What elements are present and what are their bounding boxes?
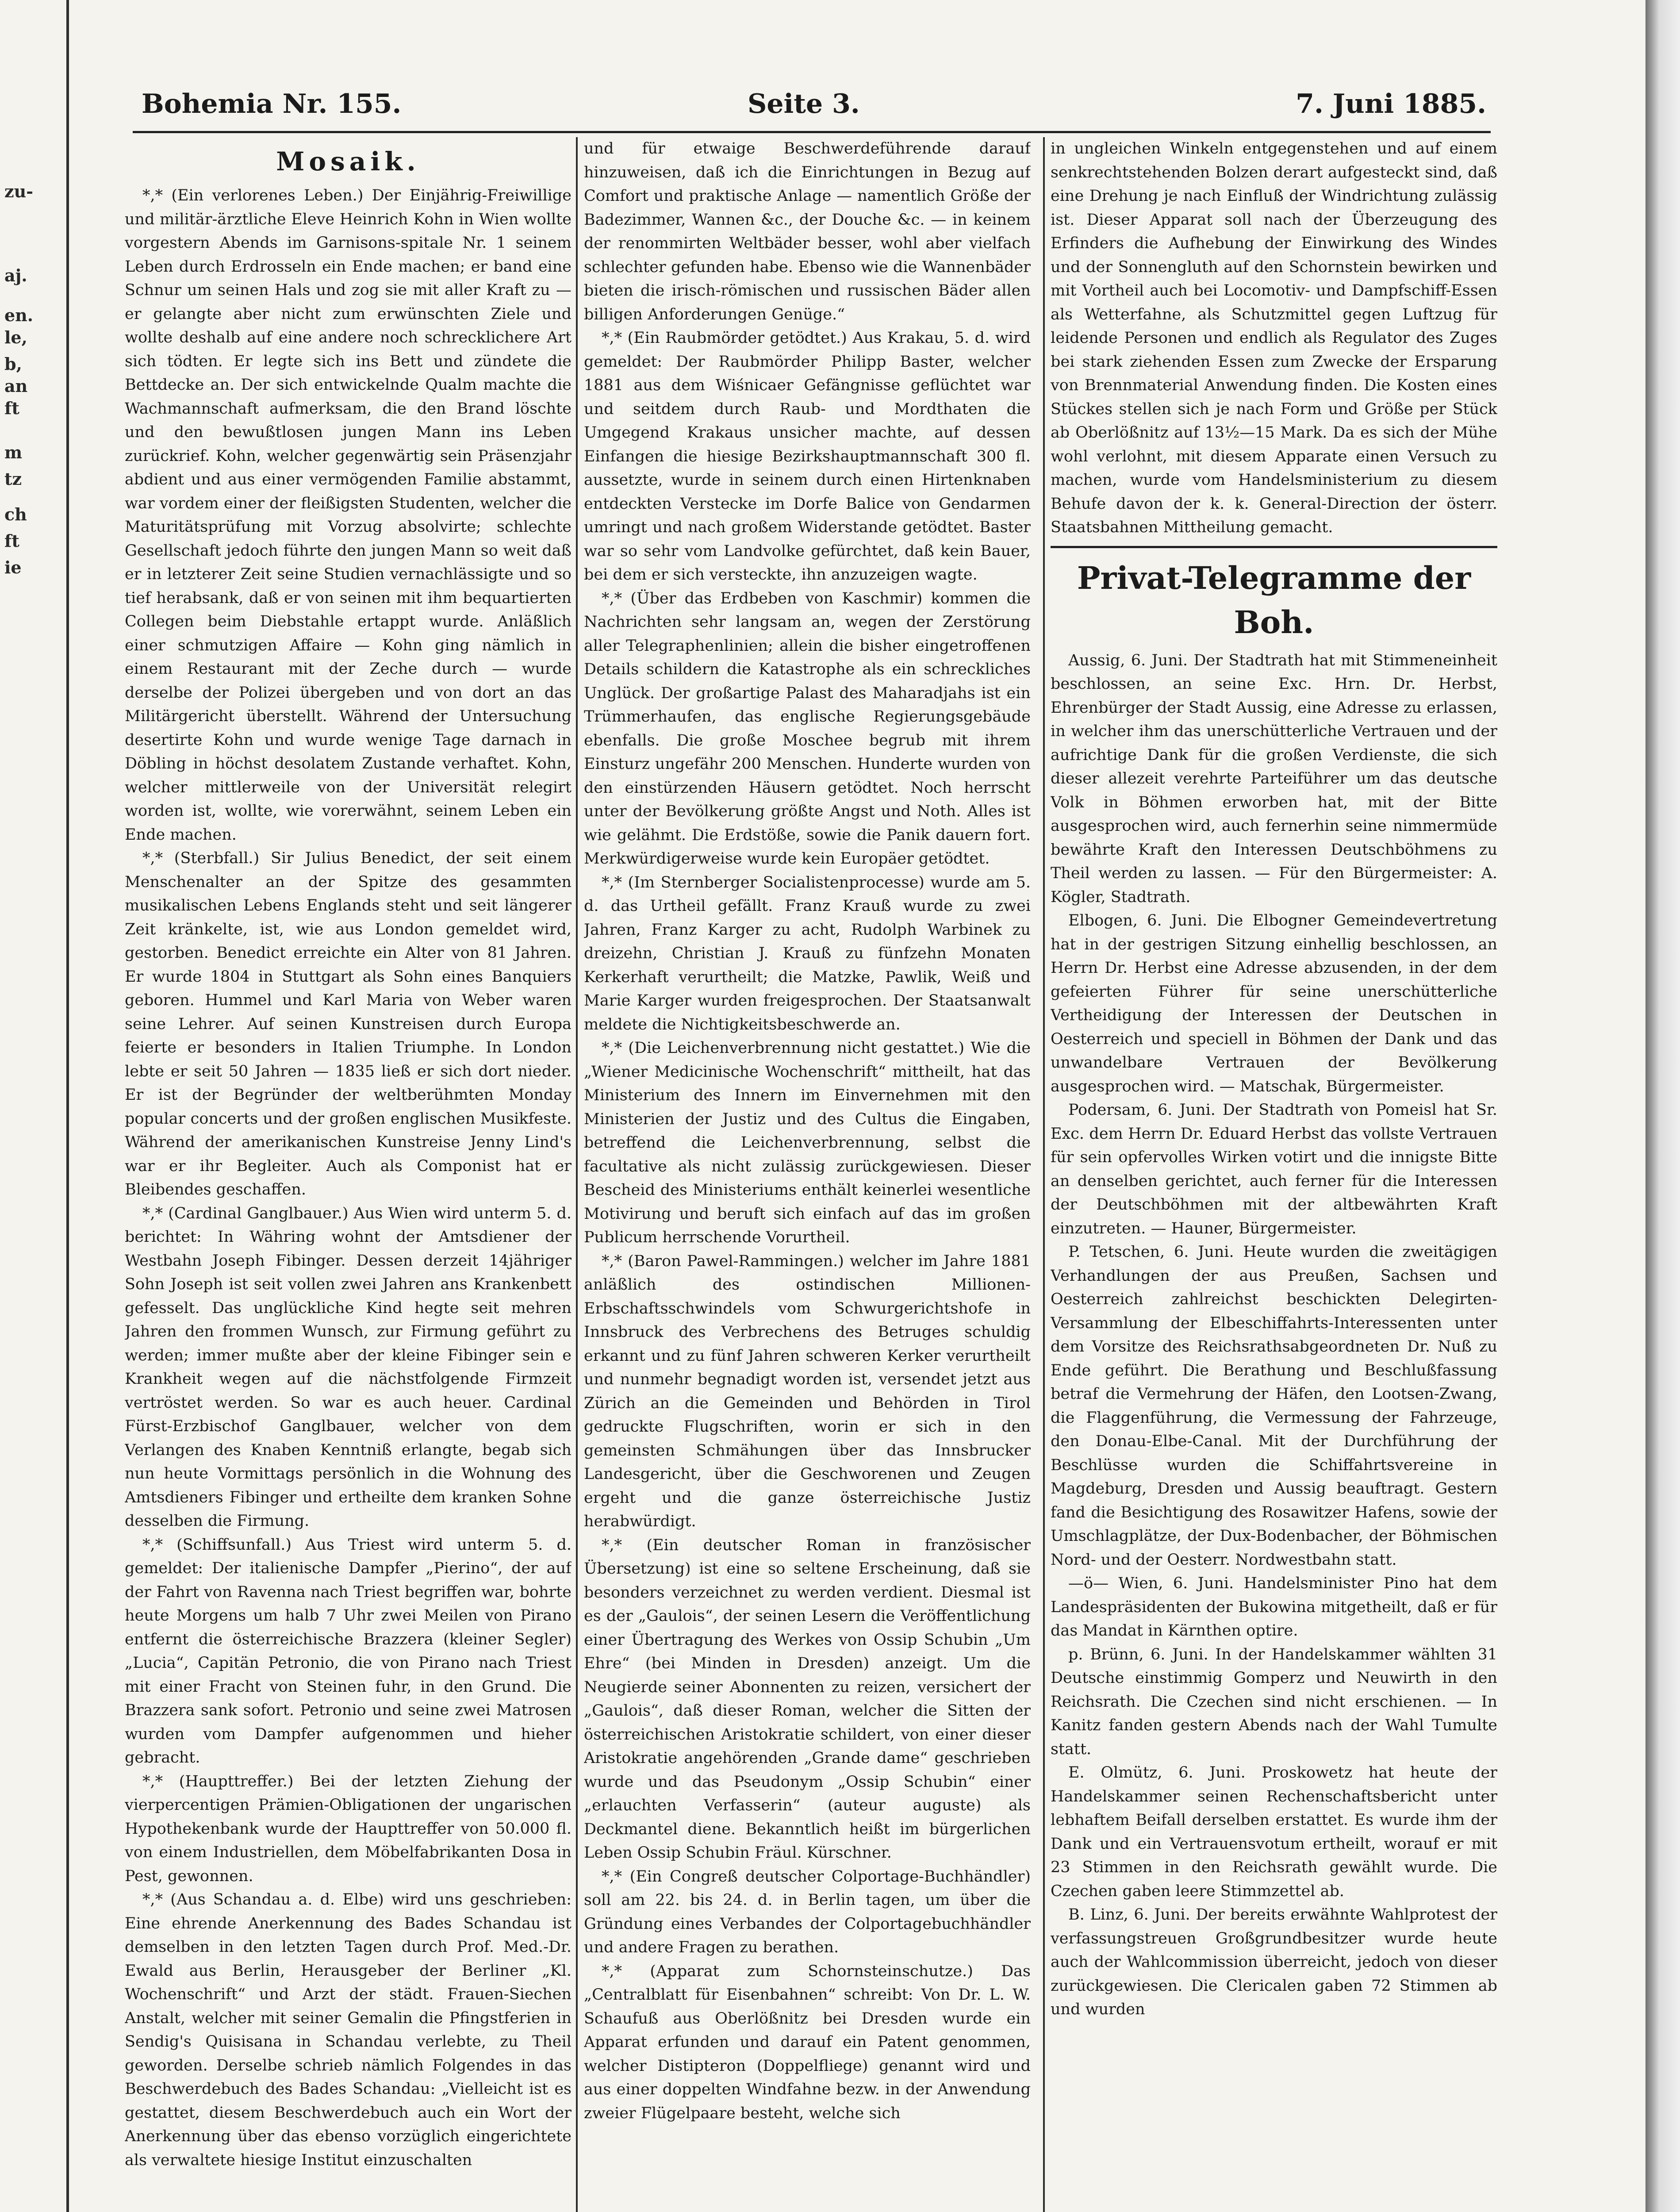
article: *,* (Die Leichenverbrennung nicht gestattet.) Wie die „Wiener Medicinische Wochenschrift“ mittheilt, hat das Ministerium des Innern im Einvernehmen mit den Ministerien der Justiz und des Cultus die Eingaben, betreffend die Leichenverbrennung, selbst die facultative als nicht zulässig zurückgewiesen. Dieser Bescheid des Ministeriums enthält keinerlei wesentliche Motivirung und beruft sich einfach auf das im großen Publicum herrschende Vorurtheil. (584, 1039, 1031, 1246)
telegram: Podersam, 6. Juni. Der Stadtrath von Pomeisl hat Sr. Exc. dem Herrn Dr. Eduard Herbst das vollste Vertrauen für sein opfervolles Wirken votirt und die innigste Bitte an denselben gerichtet, auch ferner für die Interessen der Deutschböhmen mit der altbewährten Kraft einzutreten. — Hauner, Bürgermeister. (1051, 1101, 1497, 1237)
margin-fragment: zu- (4, 181, 33, 201)
margin-fragment: ft (4, 398, 19, 418)
article: *,* (Schiffsunfall.) Aus Triest wird unterm 5. d. gemeldet: Der italienische Dampfer „Pierino“, der auf der Fahrt von Ravenna nach Triest begriffen war, bohrte heute Morgens um halb 7 Uhr zwei Meilen von Pirano entfernt die österreichische Brazzera (kleiner Segler) „Lucia“, Capitän Petronio, die von Pirano nach Triest mit einer Fracht von Steinen fuhr, in den Grund. Die Brazzera sank sofort. Petronio und seine zwei Matrosen wurden vom Dampfer aufgenommen und hieher gebracht. (125, 1536, 572, 1767)
margin-fragment: aj. (4, 265, 27, 285)
telegram: P. Tetschen, 6. Juni. Heute wurden die zweitägigen Verhandlungen der aus Preußen, Sachsen und Oesterreich zahlreichst beschickten Delegirten-Versammlung der Elbeschiffahrts-Interessenten unter dem Vorsitze des Reichsrathsabgeordneten Dr. Nuß zu Ende geführt. Die Berathung und Beschlußfassung betraf die Vermehrung der Häfen, den Lootsen-Zwang, die Flaggenführung, die Vermessung der Fahrzeuge, den Donau-Elbe-Canal. Mit der Durchführung der Beschlüsse wurden die Schiffahrtsvereine in Magdeburg, Dresden und Aussig beauftragt. Gestern fand die Besichtigung des Rosawitzer Hafens, sowie der Umschlagplätze, der Dux-Bodenbacher, der Böhmischen Nord- und der Oesterr. Nordwestbahn statt. (1051, 1243, 1497, 1569)
article-continuation: und für etwaige Beschwerdeführende darauf hinzuweisen, daß ich die Einrichtungen in Bezug auf Comfort und praktische Anlage — namentlich Größe der Badezimmer, Wannen &c., der Douche &c. — in keinem der renommirten Weltbäder besser, wohl aber vielfach schlechter gefunden habe. Ebenso wie die Wannenbäder bieten die irisch-römischen und russischen Bäder allen billigen Anforderungen Genüge.“ (584, 140, 1031, 323)
margin-fragment: m (4, 442, 23, 462)
telegram: p. Brünn, 6. Juni. In der Handelskammer wählten 31 Deutsche einstimmig Gomperz und Neuwirth in den Reichsrath. Die Czechen sind nicht erschienen. — In Kanitz fanden gestern Abends nach der Wahl Tumulte statt. (1051, 1645, 1497, 1758)
article: *,* (Cardinal Ganglbauer.) Aus Wien wird unterm 5. d. berichtet: In Währing wohnt der Amtsdiener der Westbahn Joseph Fibinger. Dessen derzeit 14jähriger Sohn Joseph ist seit vollen zwei Jahren ans Krankenbett gefesselt. Das unglückliche Kind hegte seit mehren Jahren den frommen Wunsch, zur Firmung geführt zu werden; immer mußte aber der kleine Fibinger sein e Krankheit wegen auf die nächstfolgende Firmzeit vertröstet werden. So war es auch heuer. Cardinal Fürst-Erzbischof Ganglbauer, welcher von dem Verlangen des Knaben Kenntniß erlangte, begab sich nun heute Vormittags persönlich in die Wohnung des Amtsdieners Fibinger und ertheilte dem kranken Sohne desselben die Firmung. (125, 1204, 572, 1530)
telegram: Aussig, 6. Juni. Der Stadtrath hat mit Stimmeneinheit beschlossen, an seine Exc. Hrn. Dr. Herbst, Ehrenbürger der Stadt Aussig, eine Adresse zu erlassen, in welcher ihm das unerschütterliche Vertrauen und der aufrichtige Dank für die großen Verdienste, die sich dieser allezeit verehrte Parteiführer um das deutsche Volk in Böhmen erworben hat, mit der Bitte ausgesprochen wird, auch fernerhin seine nimmermüde bewährte Kraft den Interessen Deutschböhmens zu Theil werden zu lassen. — Für den Bürgermeister: A. Kögler, Stadtrath. (1051, 651, 1497, 906)
issue-date: 7. Juni 1885. (1296, 88, 1486, 119)
margin-fragment: ie (4, 557, 22, 577)
article: *,* (Aus Schandau a. d. Elbe) wird uns geschrieben: Eine ehrende Anerkennung des Bades Schandau ist demselben in den letzten Tagen durch Prof. Med.-Dr. Ewald aus Berlin, Herausgeber der Berliner „Kl. Wochenschrift“ und Arzt der städt. Frauen-Siechen Anstalt, welcher mit seiner Gemalin die Pfingstferien in Sendig's Quisisana in Schandau verlebte, zu Theil geworden. Derselbe schrieb nämlich Folgendes in das Beschwerdebuch des Bades Schandau: „Vielleicht ist es gestattet, diesem Beschwerdebuch auch ein Wort der Anerkennung über das ebenso vorzüglich eingerichtete als verwaltete hiesige Institut einzuschalten (125, 1891, 572, 2169)
margin-fragment: b, (4, 354, 22, 374)
page-number: Seite 3. (748, 88, 860, 119)
section-title-telegrams: Privat-Telegramme der Boh. (1077, 559, 1471, 641)
telegram: Elbogen, 6. Juni. Die Elbogner Gemeindevertretung hat in der gestrigen Sitzung einhellig beschlossen, an Herrn Dr. Herbst eine Adresse abzusenden, in der dem gefeierten Führer für seine unerschütterliche Vertheidigung der Interessen der Deutschen in Oesterreich und speciell in Böhmen der Dank und das unwandelbare Vertrauen der Bevölkerung ausgesprochen wird. — Matschak, Bürgermeister. (1051, 912, 1497, 1095)
page-header (133, 80, 1486, 128)
column-rule (1043, 137, 1045, 2212)
telegram: B. Linz, 6. Juni. Der bereits erwähnte Wahlprotest der verfassungstreuen Großgrundbesitzer wurde heute auch der Wahlcommission überreicht, jedoch von dieser zurückgewiesen. Die Clericalen gaben 72 Stimmen ab und wurden (1051, 1906, 1497, 2018)
margin-fragment: ch (4, 504, 27, 524)
scan-edge (1645, 0, 1680, 2212)
margin-fragment: an (4, 376, 28, 396)
article: *,* (Ein Raubmörder getödtet.) Aus Krakau, 5. d. wird gemeldet: Der Raubmörder Philipp Baster, welcher 1881 aus dem Wiśnicaer Gefängnisse geflüchtet war und seitdem durch Raub- und Mordthaten die Umgegend Krakaus unsicher machte, auf dessen Einfangen die hiesige Bezirkshauptmannschaft 300 fl. aussetzte, wurde in seinem durch einen Hirtenknaben entdeckten Verstecke im Dorfe Balice von Gendarmen umringt und nach großem Widerstande getödtet. Baster war so sehr vom Landvolke gefürchtet, daß kein Bauer, bei dem er sich versteckte, ihn anzuzeigen wagte. (584, 329, 1031, 584)
header-rule (133, 131, 1491, 133)
section-rule (1051, 546, 1497, 548)
column-1 (125, 137, 572, 2212)
article: *,* (Ein verlorenes Leben.) Der Einjährig-Freiwillige und militär-ärztliche Eleve Heinrich Kohn in Wien wollte vorgestern Abends im Garnisons-spitale Nr. 1 seinem Leben durch Erdrosseln ein Ende machen; er band eine Schnur um seinen Hals und zog sie mit aller Kraft zu — er gelangte aber nicht zum erwünschten Ziele und wollte deshalb auf eine andere noch schrecklichere Art sich tödten. Er legte sich ins Bett und zündete die Bettdecke an. Der sich entwickelnde Qualm machte die Wachmannschaft aufmerksam, die den Brand löschte und den bewußtlosen jungen Mann ins Leben zurückrief. Kohn, welcher gegenwärtig sein Präsenzjahr abdient und aus einer vermögenden Familie abstammt, war vordem einer der fleißigsten Studenten, welcher die Maturitätsprüfung mit Vorzug absolvirte; schlechte Gesellschaft jedoch führte den jungen Mann so weit daß er in letzterer Zeit seine Studien vernachlässigte und so tief herabsank, daß er von seinen mit ihm bequartierten Collegen beim Diebstahle ertappt wurde. Anläßlich einer schmutzigen Affaire — Kohn ging nämlich in einem Restaurant mit der Zeche durch — wurde derselbe der Polizei übergeben und von dort an das Militärgericht überstellt. Während der Untersuchung desertirte Kohn und wurde wenige Tage darnach in Döbling in höchst desolatem Zustande verhaftet. Kohn, welcher mittlerweile von der Universität relegirt worden ist, wollte, wie vorerwähnt, seinem Leben ein Ende machen. (125, 187, 572, 844)
telegram: —ö— Wien, 6. Juni. Handelsminister Pino hat dem Landespräsidenten der Bukowina mitgetheilt, daß er für das Mandat in Kärnthen optire. (1051, 1575, 1497, 1640)
masthead-issue: Bohemia Nr. 155. (142, 88, 402, 119)
article: *,* (Ein deutscher Roman in französischer Übersetzung) ist eine so seltene Erscheinung, daß sie besonders verzeichnet zu werden verdient. Diesmal ist es der „Gaulois“, der seinen Lesern die Veröffentlichung einer Übertragung des Werkes von Ossip Schubin „Um Ehre“ (bei Minden in Dresden) anzeigt. Um die Neugierde seiner Abonnenten zu reizen, versichert der „Gaulois“, daß dieser Roman, welcher die Sitten der österreichischen Aristokratie schildert, von einer dieser Aristokratie angehörenden „Grande dame“ geschrieben wurde und das Pseudonym „Ossip Schubin“ einer „erlauchten Verfasserin“ (auteur auguste) als Deckmantel diene. Bekanntlich heißt im bürgerlichen Leben Ossip Schubin Fräul. Kürschner. (584, 1536, 1031, 1862)
article: *,* (Haupttreffer.) Bei der letzten Ziehung der vierpercentigen Prämien-Obligationen der ungarischen Hypothekenbank wurde der Haupttreffer von 50.000 fl. von einem Industriellen, dem Möbelfabrikanten Dosa in Pest, gewonnen. (125, 1772, 572, 1885)
telegram: E. Olmütz, 6. Juni. Proskowetz hat heute der Handelskammer seinen Rechenschaftsbericht unter lebhaftem Beifall derselben erstattet. Es wurde ihm der Dank und ein Vertrauensvotum ertheilt, worauf er mit 23 Stimmen in den Reichsrath gewählt wurde. Die Czechen gaben leere Stimmzettel ab. (1051, 1764, 1497, 1900)
article: *,* (Im Sternberger Socialistenprocesse) wurde am 5. d. das Urtheil gefällt. Franz Krauß wurde zu zwei Jahren, Franz Karger zu acht, Rudolph Warbinek zu dreizehn, Christian J. Krauß zu fünfzehn Monaten Kerkerhaft verurtheilt; die Matzke, Pawlik, Weiß und Marie Karger wurden freigesprochen. Der Staatsanwalt meldete die Nichtigkeitsbeschwerde an. (584, 873, 1031, 1033)
article: *,* (Apparat zum Schornsteinschutze.) Das „Centralblatt für Eisenbahnen“ schreibt: Von Dr. L. W. Schaufuß aus Oberlößnitz bei Dresden wurde ein Apparat erfunden und darauf ein Patent genommen, welcher Distipteron (Doppelfliege) genannt wird und aus einer doppelten Windfahne bezw. in der Anwendung zweier Flügelpaare besteht, welche sich (584, 1962, 1031, 2122)
left-margin-strip (0, 0, 69, 2212)
column-2 (584, 137, 1031, 2212)
section-title-mosaik: Mosaik. (276, 146, 420, 177)
article: *,* (Sterbfall.) Sir Julius Benedict, der seit einem Menschenalter an der Spitze des gesammten musikalischen Lebens Englands steht und seit längerer Zeit kränkelte, ist, wie aus London gemeldet wird, gestorben. Benedict erreichte ein Alter von 81 Jahren. Er wurde 1804 in Stuttgart als Sohn eines Banquiers geboren. Hummel und Karl Maria von Weber waren seine Lehrer. Auf seinen Kunstreisen durch Europa feierte er besonders in Italien Triumphe. In London lebte er seit 50 Jahren — 1835 ließ er sich dort nieder. Er ist der Begründer der weltberühmten Monday popular concerts und der großen englischen Musikfeste. Während der amerikanischen Kunstreise Jenny Lind's war er ihr Begleiter. Auch als Componist hat er Bleibendes geschaffen. (125, 849, 572, 1198)
margin-fragment: le, (4, 327, 27, 347)
margin-fragment: ft (4, 531, 19, 551)
article: *,* (Über das Erdbeben von Kaschmir) kommen die Nachrichten sehr langsam an, wegen der Zerstörung aller Telegraphenlinien; allein die bisher eingetroffenen Details schildern die Katastrophe als ein schreckliches Unglück. Der großartige Palast des Maharadjahs ist ein Trümmerhaufen, das englische Regierungsgebäude ebenfalls. Die große Moschee begrub mit ihrem Einsturz ungefähr 200 Menschen. Hunderte wurden von den einstürzenden Häusern getödtet. Noch herrscht unter der Bevölkerung größte Angst und Noth. Alles ist wie gelähmt. Die Erdstöße, sowie die Panik dauern fort. Merkwürdigerweise wurde kein Europäer getödtet. (584, 589, 1031, 868)
column-rule (576, 137, 578, 2212)
margin-fragment: en. (4, 305, 34, 325)
column-3 (1051, 137, 1497, 2212)
article-continuation: in ungleichen Winkeln entgegenstehen und auf einem senkrechtstehenden Bolzen derart aufgesteckt sind, daß eine Drehung je nach Einfluß der Windrichtung zulässig ist. Dieser Apparat soll nach der Überzeugung des Erfinders die Aufhebung der Einwirkung des Windes und der Sonnengluth auf den Schornstein bewirken und mit Vortheil auch bei Locomotiv- und Dampfschiff-Essen als Wetterfahne, als Schutzmittel gegen Luftzug für leidende Personen und endlich als Regulator des Zuges bei stark ziehenden Essen zum Zwecke der Ersparung von Brennmaterial Anwendung finden. Die Kosten eines Stückes stellen sich je nach Form und Größe per Stück ab Oberlößnitz auf 13½—15 Mark. Da es sich der Mühe wohl verlohnt, mit diesem Apparate einen Versuch zu machen, wurde vom Handelsministerium zu diesem Behufe davon der k. k. General-Direction der österr. Staatsbahnen Mittheilung gemacht. (1051, 140, 1497, 536)
article: *,* (Baron Pawel-Rammingen.) welcher im Jahre 1881 anläßlich des ostindischen Millionen-Erbschaftsschwindels vom Schwurgerichtshofe in Innsbruck des Verbrechens des Betruges schuldig erkannt und zu fünf Jahren schweren Kerker verurtheilt und nunmehr begnadigt worden ist, versendet jetzt aus Zürich an die Gemeinden und Behörden in Tirol gedruckte Flugschriften, worin er sich in den gemeinsten Schmähungen über das Innsbrucker Landesgericht, über die Geschworenen und Zeugen ergeht und die ganze österreichische Justiz herabwürdigt. (584, 1252, 1031, 1530)
article: *,* (Ein Congreß deutscher Colportage-Buchhändler) soll am 22. bis 24. d. in Berlin tagen, um über die Gründung eines Verbandes der Colportagebuchhändler und andere Fragen zu berathen. (584, 1867, 1031, 1956)
margin-fragment: tz (4, 469, 22, 489)
